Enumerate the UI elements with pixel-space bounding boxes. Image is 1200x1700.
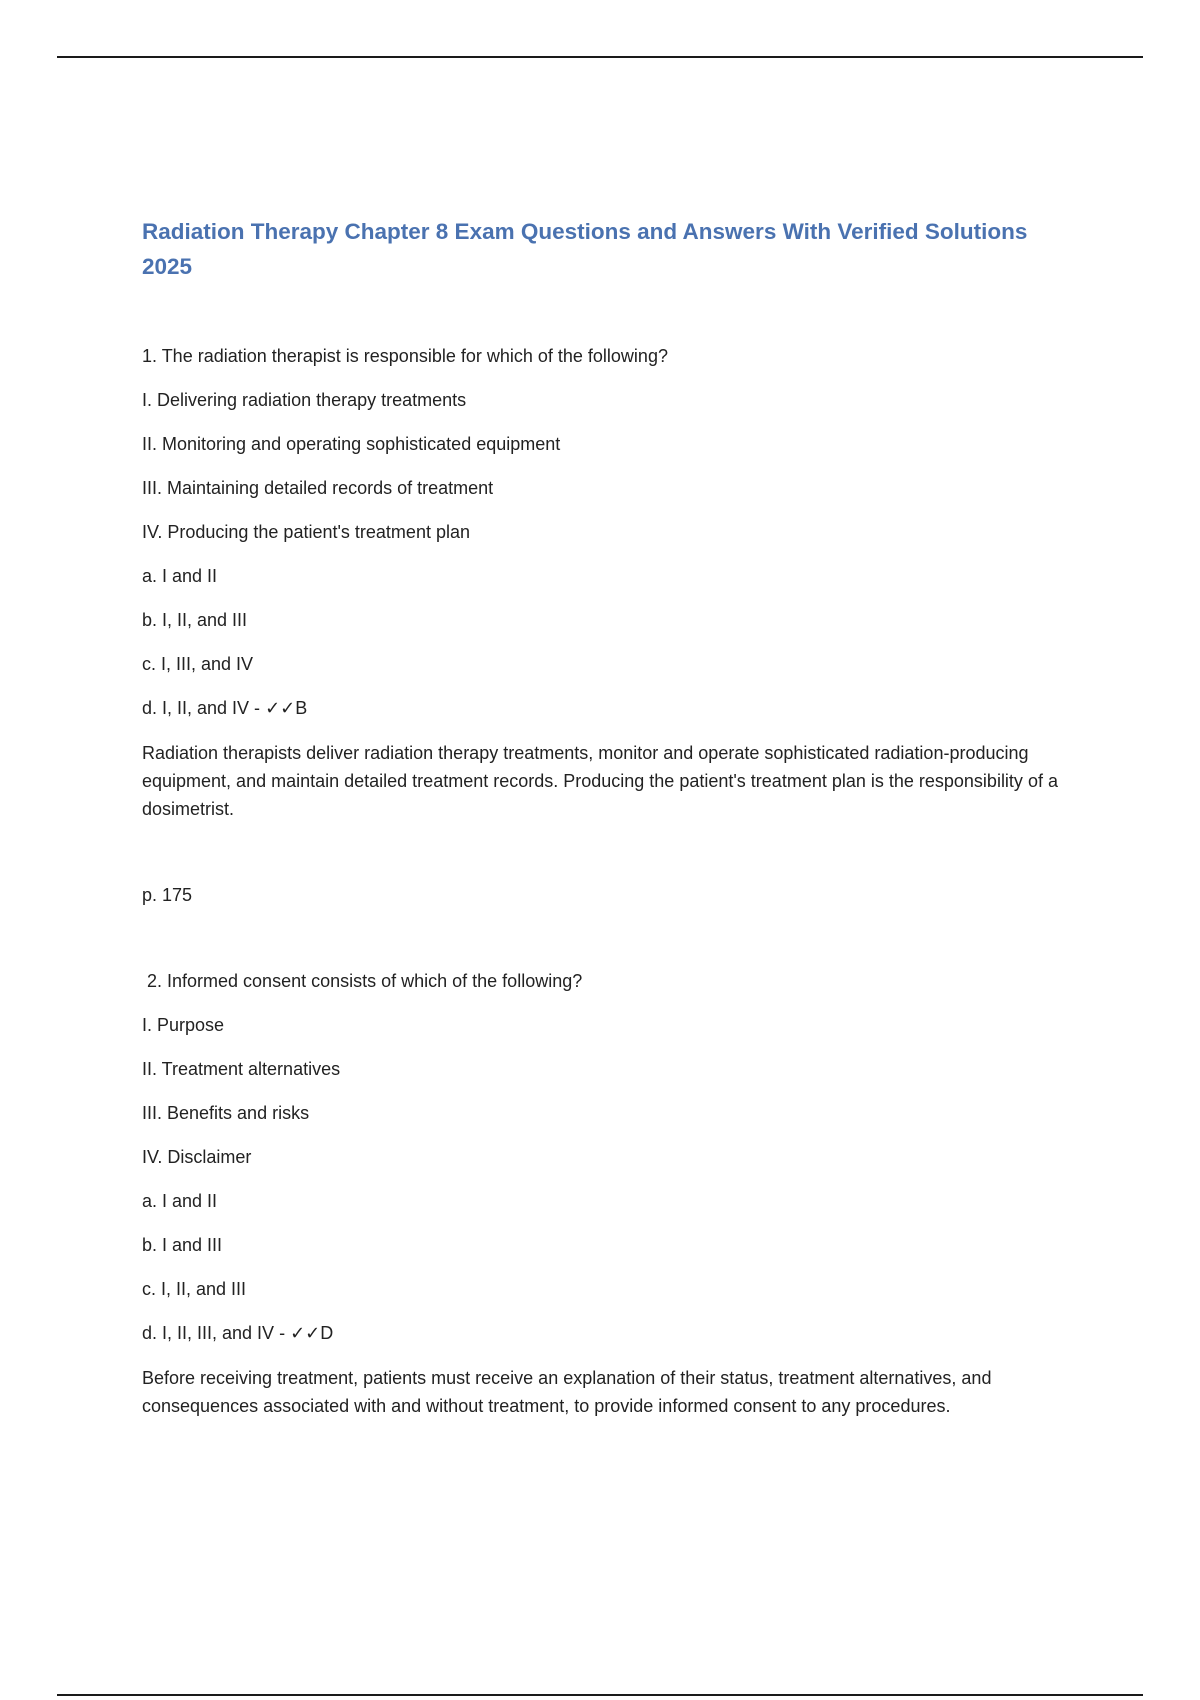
question-2-option-c: c. I, II, and III: [142, 1279, 247, 1299]
question-2-option-a: a. I and II: [142, 1191, 218, 1211]
question-2-statement-4: IV. Disclaimer: [142, 1147, 252, 1167]
question-1-page-ref: p. 175: [142, 885, 193, 905]
question-2-stem: 2. Informed consent consists of which of the following?: [147, 971, 583, 991]
question-1-statement-4: IV. Producing the patient's treatment plan: [142, 522, 470, 542]
question-2-statement-3: III. Benefits and risks: [142, 1103, 310, 1123]
question-2-statement-2: II. Treatment alternatives: [142, 1059, 341, 1079]
question-1-option-d-text: d. I, II, and IV -: [142, 698, 266, 718]
question-1-statement-3: III. Maintaining detailed records of treatment: [142, 478, 494, 498]
bottom-rule: [57, 1694, 1143, 1696]
question-1-statement-1: I. Delivering radiation therapy treatments: [142, 390, 467, 410]
question-1-answer: B: [295, 698, 308, 718]
question-1-statement-2: II. Monitoring and operating sophisticated equipment: [142, 434, 561, 454]
question-1-stem: 1. The radiation therapist is responsible for which of the following?: [142, 346, 668, 366]
question-1-explanation: Radiation therapists deliver radiation therapy treatments, monitor and operate sophisticated radiation-producing equipment, and maintain detailed treatment records. Producing the patient's treatment plan is the responsibility of a dosimetrist.: [142, 743, 1058, 819]
top-rule: [57, 56, 1143, 58]
checkmark-icon: ✓✓: [265, 698, 296, 719]
document-title: Radiation Therapy Chapter 8 Exam Questions and Answers With Verified Solutions 2025: [142, 219, 1028, 279]
question-2-option-b: b. I and III: [142, 1235, 223, 1255]
question-2-answer: D: [320, 1323, 334, 1343]
question-2-statement-1: I. Purpose: [142, 1015, 225, 1035]
question-2-option-d: [142, 1319, 1062, 1348]
question-2-explanation: Before receiving treatment, patients must receive an explanation of their status, treatment alternatives, and consequences associated with and without treatment, to provide informed consent to any procedures.: [142, 1368, 992, 1416]
question-1-option-d: [142, 694, 1062, 723]
checkmark-icon: ✓✓: [290, 1323, 321, 1344]
question-2-option-d-text: d. I, II, III, and IV -: [142, 1323, 291, 1343]
document-body: [142, 214, 1062, 1420]
question-1-option-c: c. I, III, and IV: [142, 654, 254, 674]
question-1-option-b: b. I, II, and III: [142, 610, 248, 630]
question-1-option-a: a. I and II: [142, 566, 218, 586]
